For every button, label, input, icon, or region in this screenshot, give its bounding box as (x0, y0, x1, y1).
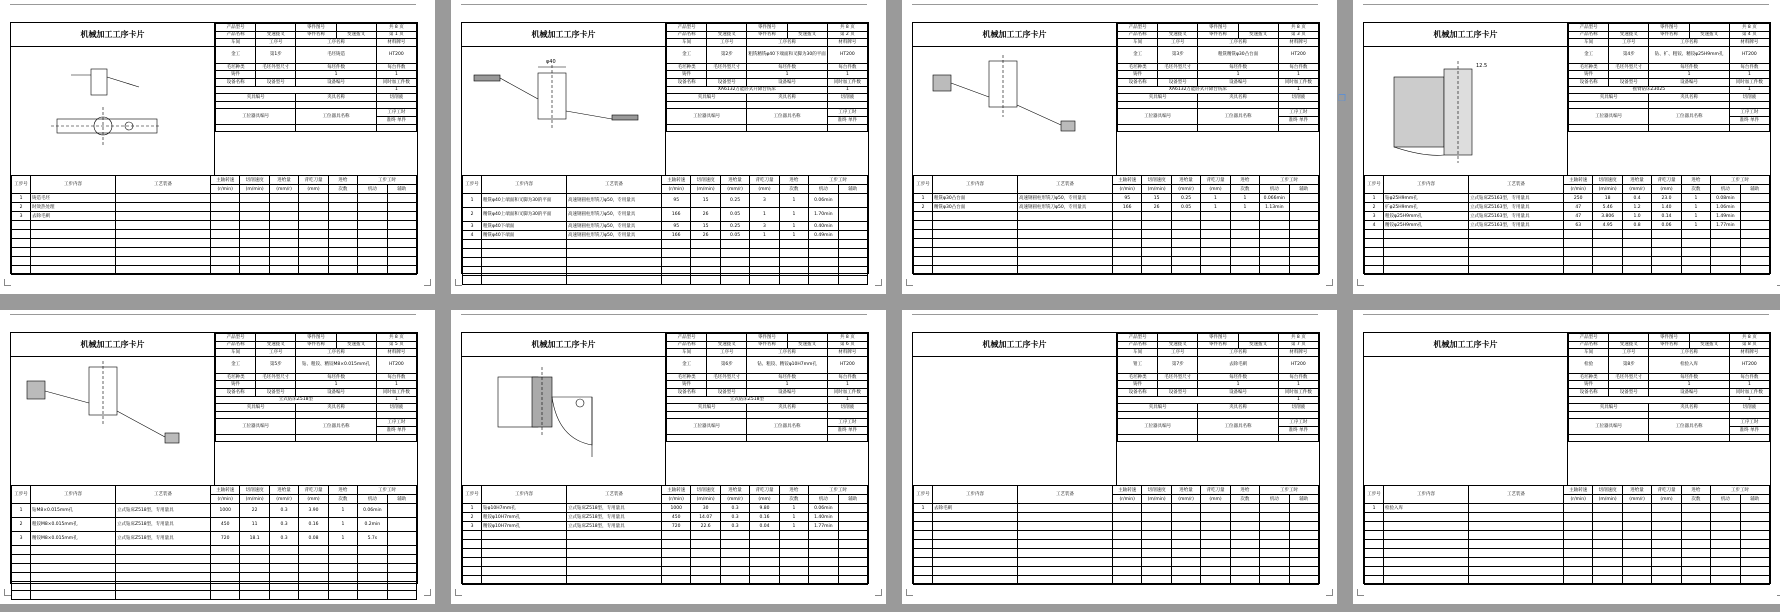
header-table: 产品型号 零件图号 共 8 页 产品名称 变速拨叉 零件名称 变速拨叉 第 1 页 车间 工序号 工序名称 材料牌号 金工 第1步 毛坯铸造 HT200 毛坯种类 毛坯外型尺寸 每坯件数 每台件数 铸件 1 1 设备名称 设备型号 设备编号 同时加工件数 1 夹具编号 夹具名称 切削液 工位器具编号 工位器具名称 工序工时 准终 单件 (215, 23, 417, 175)
step-row-empty (1365, 567, 1770, 576)
cell-equipment: XA6132万能卧式升降台铣床 (1118, 86, 1279, 94)
header-table: 产品型号 零件图号 共 8 页 产品名称 变速拨叉 零件名称 变速拨叉 第 3 页 车间 工序号 工序名称 材料牌号 金工 第3步 粗铣精铣φ30凸台面 HT200 毛坯种类 毛坯外型尺寸 每坯件数 每台件数 铸件 1 1 设备名称 设备型号 设备编号 同时加工件数 XA6132万能卧式升降台铣床 1 夹具编号 夹具名称 切削液 工位器具编号 工位器具名称 工序工时 准终 单件 (1117, 23, 1319, 175)
cell-total-pages: 共 8 页 (1729, 24, 1769, 32)
step-row-empty (463, 249, 868, 258)
comment-icon[interactable]: ❐ (1338, 94, 1347, 104)
step-row-empty (914, 531, 1319, 540)
step-row-empty (914, 248, 1319, 257)
step-row-empty (12, 582, 417, 591)
process-card (1363, 22, 1771, 274)
step-row-empty (914, 558, 1319, 567)
card-title: 机械加工工序卡片 (462, 23, 666, 47)
step-row-empty (12, 221, 417, 230)
cell-total-pages: 共 8 页 (376, 334, 416, 342)
step-row-empty (12, 248, 417, 257)
step-row-empty (1365, 531, 1770, 540)
header-table: 产品型号 零件图号 共 8 页 产品名称 变速拨叉 零件名称 变速拨叉 第 5 页 车间 工序号 工序名称 材料牌号 金工 第5步 钻、粗铰、精铰M8×0.015mm孔 HT200 毛坯种类 毛坯外型尺寸 每坯件数 每台件数 铸件 1 1 设备名称 设备型号 设备编号 同时加工件数 立式钻床Z518型 1 夹具编号 夹具名称 切削液 工位器具编号 工位器具名称 工序工时 准终 单件 (215, 333, 417, 485)
cell-total-pages: 共 8 页 (827, 24, 867, 32)
header-table: 产品型号 零件图号 共 8 页 产品名称 变速拨叉 零件名称 变速拨叉 第 6 页 车间 工序号 工序名称 材料牌号 金工 第6步 钻、粗铰、精铰φ10H7mm孔 HT200 毛坯种类 毛坯外型尺寸 每坯件数 每台件数 铸件 1 1 设备名称 设备型号 设备编号 同时加工件数 立式钻床Z518型 1 夹具编号 夹具名称 切削液 工位器具编号 工位器具名称 工序工时 准终 单件 (666, 333, 868, 485)
step-row-empty (1365, 522, 1770, 531)
cell-product-type: 产品型号 (1569, 334, 1609, 342)
card-title: 机械加工工序卡片 (1364, 23, 1568, 47)
process-card (912, 332, 1320, 584)
part-drawing (913, 47, 1117, 175)
step-row-empty (1365, 248, 1770, 257)
cell-part-drawing-no: 零件图号 (1649, 24, 1689, 32)
steps-table: 工步号 工步内容 工艺装备 主轴转速 切削速度 进给量 背吃刀量 进给 工步工时 (r/min) (m/min) (mm/r) (mm) 次数 机动 辅助 1 钻φ25H9mm孔 立式钻床Z5163型，专用量具 250 18 0.4 23.0 1 0.08min 2 扩φ25H9mm孔 立式钻床Z5163型，专用量具 47 5.46 1.2 1.40 1 1.06min 3 粗铰φ25H9mm孔 立式钻床Z5163型，专用量具 47 3.806 1.0 0.14 1 1.49min 4 精铰φ25H9mm孔 立式钻床Z5163型，专用量具 63 4.95 0.8 0.06 1 1.77min (1364, 175, 1770, 275)
step-row-empty (1365, 230, 1770, 239)
page-header-line (10, 314, 416, 315)
cell-op-name: 粗铣精铣φ30凸台面 (1198, 46, 1278, 63)
step-row: 2 粗铰φ10H7mm孔 立式钻床Z518型，专用量具 450 14.07 0.3 0.16 1 1.40min (463, 513, 868, 522)
part-drawing (462, 47, 666, 175)
step-row: 3 粗铣φ40下端面 高速钢圆柱形铣刀φ50，专用量具 95 15 0.25 3 1 0.40min (463, 222, 868, 231)
cell-part-drawing-no: 零件图号 (1198, 334, 1238, 342)
steps-table: 工步号 工步内容 工艺装备 主轴转速 切削速度 进给量 背吃刀量 进给 工步工时 (r/min) (m/min) (mm/r) (mm) 次数 机动 辅助 1 钻φ10H7mm孔 立式钻床Z518型，专用量具 1000 30 0.3 9.80 1 0.06min 2 粗铰φ10H7mm孔 立式钻床Z518型，专用量具 450 14.07 0.3 0.16 1 1.40min 3 精铰φ10H7mm孔 立式钻床Z518型，专用量具 720 22.6 0.3 0.04 1 1.77min (462, 485, 868, 585)
cell-page-no: 第 1 页 (376, 31, 416, 39)
step-row-empty (12, 257, 417, 266)
step-row: 1 铸造毛坯 (12, 194, 417, 203)
cell-page-no: 第 2 页 (827, 31, 867, 39)
document-page (1353, 310, 1780, 604)
step-row: 4 精铰φ25H9mm孔 立式钻床Z5163型，专用量具 63 4.95 0.8 0.06 1 1.77min (1365, 221, 1770, 230)
cell-equipment: 摇臂钻床Z3025 (1569, 86, 1730, 94)
part-drawing (462, 357, 666, 485)
step-row-empty (463, 549, 868, 558)
step-row: 2 精铣φ30凸台面 高速钢圆柱形铣刀φ50，专用量具 166 26 0.05 1 1 1.13min (914, 203, 1319, 212)
document-page (451, 0, 886, 294)
step-row: 3 精铰φ10H7mm孔 立式钻床Z518型，专用量具 720 22.6 0.3 0.04 1 1.77min (463, 522, 868, 531)
step-row-empty (1365, 576, 1770, 585)
process-card (10, 332, 418, 584)
step-row-empty (12, 239, 417, 248)
cell-product-type: 产品型号 (667, 24, 707, 32)
step-row-empty (12, 573, 417, 582)
step-row-empty (463, 531, 868, 540)
cell-total-pages: 共 8 页 (1278, 24, 1318, 32)
document-page (902, 310, 1337, 604)
step-row-empty (463, 267, 868, 276)
step-row-empty (1365, 513, 1770, 522)
step-row-empty (1365, 558, 1770, 567)
process-card (10, 22, 418, 274)
step-row-empty (1365, 540, 1770, 549)
step-row-empty (463, 240, 868, 249)
page-header-line (461, 4, 867, 5)
cell-equipment: XA6132万能卧式升降台铣床 (667, 86, 828, 94)
header-table: 产品型号 零件图号 共 8 页 产品名称 变速拨叉 零件名称 变速拨叉 第 4 页 车间 工序号 工序名称 材料牌号 金工 第4步 钻、扩、粗铰、精铰φ25H9mm孔 HT200 毛坯种类 毛坯外型尺寸 每坯件数 每台件数 铸件 1 1 设备名称 设备型号 设备编号 同时加工件数 摇臂钻床Z3025 1 夹具编号 夹具名称 切削液 工位器具编号 工位器具名称 工序工时 准终 单件 (1568, 23, 1770, 175)
step-row: 1 钻M8×0.015mm孔 立式钻床Z518型，专用量具 1000 22 0.3 3.90 1 0.06min (12, 504, 417, 518)
cell-product-type: 产品型号 (1118, 334, 1158, 342)
cell-part-drawing-no: 零件图号 (296, 334, 336, 342)
cell-op-name: 检验入库 (1649, 356, 1729, 373)
document-page (902, 0, 1337, 294)
cell-product-type: 产品型号 (1569, 24, 1609, 32)
header-table: 产品型号 零件图号 共 8 页 产品名称 变速拨叉 零件名称 变速拨叉 第 2 页 车间 工序号 工序名称 材料牌号 金工 第2步 粗铣精铣φ40下端面和叉脚为30的平面 HT200 毛坯种类 毛坯外型尺寸 每坯件数 每台件数 铸件 1 1 设备名称 设备型号 设备编号 同时加工件数 XA6132万能卧式升降台铣床 1 夹具编号 夹具名称 切削液 工位器具编号 工位器具名称 工序工时 准终 单件 (666, 23, 868, 175)
step-row-empty (914, 513, 1319, 522)
document-page (451, 310, 886, 604)
cell-op-name: 毛坯铸造 (296, 46, 376, 63)
svg-text:φ40: φ40 (546, 59, 556, 65)
step-row: 1 去除毛刺 (914, 504, 1319, 513)
step-row-empty (463, 558, 868, 567)
step-row: 1 检验入库 (1365, 504, 1770, 513)
step-row-empty (914, 257, 1319, 266)
page-header-line (461, 314, 867, 315)
steps-table: 工步号 工步内容 工艺装备 主轴转速 切削速度 进给量 背吃刀量 进给 工步工时 (r/min) (m/min) (mm/r) (mm) 次数 机动 辅助 1 铸造毛坯 2 时效热处理 3 去除毛刺 (11, 175, 417, 275)
step-row: 1 粗铣φ40上端面和叉脚为30的平面 高速钢圆柱形铣刀φ50，专用量具 95 15 0.25 3 1 0.06min (463, 194, 868, 208)
step-row-empty (463, 540, 868, 549)
step-row-empty (12, 564, 417, 573)
steps-table: 工步号 工步内容 工艺装备 主轴转速 切削速度 进给量 背吃刀量 进给 工步工时 (r/min) (m/min) (mm/r) (mm) 次数 机动 辅助 1 去除毛刺 (913, 485, 1319, 585)
step-row: 2 扩φ25H9mm孔 立式钻床Z5163型，专用量具 47 5.46 1.2 1.40 1 1.06min (1365, 203, 1770, 212)
step-row-empty (914, 567, 1319, 576)
cell-page-no: 第 3 页 (1278, 31, 1318, 39)
cell-product-type: 产品型号 (216, 24, 256, 32)
step-row-empty (12, 266, 417, 275)
cell-page-no: 第 6 页 (827, 341, 867, 349)
cell-equipment: 立式钻床Z518型 (216, 396, 377, 404)
step-row: 1 钻φ25H9mm孔 立式钻床Z5163型，专用量具 250 18 0.4 23.0 1 0.08min (1365, 194, 1770, 203)
step-row-empty (463, 567, 868, 576)
cell-page-no: 第 4 页 (1729, 31, 1769, 39)
card-title: 机械加工工序卡片 (913, 333, 1117, 357)
cell-product-type: 产品型号 (216, 334, 256, 342)
step-row-empty (914, 230, 1319, 239)
header-table: 产品型号 零件图号 共 8 页 产品名称 变速拨叉 零件名称 变速拨叉 第 8 页 车间 工序号 工序名称 材料牌号 检验 第8步 检验入库 HT200 毛坯种类 毛坯外型尺寸 每坯件数 每台件数 铸件 1 1 设备名称 设备型号 设备编号 同时加工件数 1 夹具编号 夹具名称 切削液 工位器具编号 工位器具名称 工序工时 准终 单件 (1568, 333, 1770, 485)
cell-op-name: 粗铣精铣φ40下端面和叉脚为30的平面 (747, 46, 827, 63)
step-row-empty (463, 576, 868, 585)
step-row-empty (914, 212, 1319, 221)
page-header-line (1363, 4, 1769, 5)
cell-page-no: 第 5 页 (376, 341, 416, 349)
part-drawing (1364, 47, 1568, 175)
part-drawing (11, 357, 215, 485)
cell-part-drawing-no: 零件图号 (747, 24, 787, 32)
steps-table: 工步号 工步内容 工艺装备 主轴转速 切削速度 进给量 背吃刀量 进给 工步工时 (r/min) (m/min) (mm/r) (mm) 次数 机动 辅助 1 粗铣φ40上端面和叉脚为30的平面 高速钢圆柱形铣刀φ50，专用量具 95 15 0.25 3 1 0.06min 2 精铣φ40上端面和叉脚为30的平面 高速钢圆柱形铣刀φ50，专用量具 166 26 0.05 1 1 1.70min 3 粗铣φ40下端面 高速钢圆柱形铣刀φ50，专用量具 95 15 0.25 3 1 0.40min 4 精铣φ40下端面 高速钢圆柱形铣刀φ50，专用量具 166 26 0.05 1 1 0.49min (462, 175, 868, 285)
step-row-empty (914, 239, 1319, 248)
step-row-empty (914, 221, 1319, 230)
steps-table: 工步号 工步内容 工艺装备 主轴转速 切削速度 进给量 背吃刀量 进给 工步工时 (r/min) (m/min) (mm/r) (mm) 次数 机动 辅助 1 检验入库 (1364, 485, 1770, 585)
cell-part-drawing-no: 零件图号 (1198, 24, 1238, 32)
step-row-empty (914, 549, 1319, 558)
cell-total-pages: 共 8 页 (1729, 334, 1769, 342)
part-drawing (913, 357, 1117, 485)
cell-equipment (1569, 396, 1730, 404)
step-row: 2 精铣φ40上端面和叉脚为30的平面 高速钢圆柱形铣刀φ50，专用量具 166 26 0.05 1 1 1.70min (463, 208, 868, 222)
card-title: 机械加工工序卡片 (1364, 333, 1568, 357)
process-card (461, 332, 869, 584)
step-row-empty (1365, 266, 1770, 275)
cell-page-no: 第 7 页 (1278, 341, 1318, 349)
step-row-empty (914, 522, 1319, 531)
step-row: 2 时效热处理 (12, 203, 417, 212)
cell-op-name: 去除毛刺 (1198, 356, 1278, 373)
cell-op-name: 钻、扩、粗铰、精铰φ25H9mm孔 (1649, 46, 1729, 63)
step-row: 1 钻φ10H7mm孔 立式钻床Z518型，专用量具 1000 30 0.3 9.80 1 0.06min (463, 504, 868, 513)
document-page (0, 310, 435, 604)
step-row-empty (1365, 257, 1770, 266)
cell-equipment (216, 86, 377, 94)
process-card (461, 22, 869, 274)
cell-page-no: 第 8 页 (1729, 341, 1769, 349)
page-header-line (912, 4, 1318, 5)
steps-table: 工步号 工步内容 工艺装备 主轴转速 切削速度 进给量 背吃刀量 进给 工步工时 (r/min) (m/min) (mm/r) (mm) 次数 机动 辅助 1 钻M8×0.015mm孔 立式钻床Z518型，专用量具 1000 22 0.3 3.90 1 0.06min 2 粗铰M8×0.015mm孔 立式钻床Z518型，专用量具 450 11 0.3 0.16 1 0.2min 3 精铰M8×0.015mm孔 立式钻床Z518型，专用量具 720 18.1 0.3 0.08 1 5.7s (11, 485, 417, 600)
cell-op-name: 钻、粗铰、精铰M8×0.015mm孔 (296, 356, 376, 373)
cell-part-drawing-no: 零件图号 (747, 334, 787, 342)
cell-equipment: 立式钻床Z518型 (667, 396, 828, 404)
process-card (1363, 332, 1771, 584)
step-row-empty (914, 266, 1319, 275)
header-table: 产品型号 零件图号 共 8 页 产品名称 变速拨叉 零件名称 变速拨叉 第 7 页 车间 工序号 工序名称 材料牌号 钳工 第7步 去除毛刺 HT200 毛坯种类 毛坯外型尺寸 每坯件数 每台件数 铸件 1 1 设备名称 设备型号 设备编号 同时加工件数 1 夹具编号 夹具名称 切削液 工位器具编号 工位器具名称 工序工时 准终 单件 (1117, 333, 1319, 485)
step-row-empty (914, 576, 1319, 585)
step-row-empty (463, 276, 868, 285)
card-title: 机械加工工序卡片 (11, 333, 215, 357)
card-title: 机械加工工序卡片 (913, 23, 1117, 47)
cell-part-drawing-no: 零件图号 (296, 24, 336, 32)
cell-total-pages: 共 8 页 (376, 24, 416, 32)
page-header-line (10, 4, 416, 5)
step-row-empty (463, 258, 868, 267)
step-row: 3 精铰M8×0.015mm孔 立式钻床Z518型，专用量具 720 18.1 0.3 0.08 1 5.7s (12, 532, 417, 546)
step-row-empty (12, 591, 417, 600)
page-header-line (1363, 314, 1769, 315)
cell-equipment (1118, 396, 1279, 404)
step-row: 3 去除毛刺 (12, 212, 417, 221)
cell-total-pages: 共 8 页 (1278, 334, 1318, 342)
steps-table: 工步号 工步内容 工艺装备 主轴转速 切削速度 进给量 背吃刀量 进给 工步工时 (r/min) (m/min) (mm/r) (mm) 次数 机动 辅助 1 粗铣φ30凸台面 高速钢圆柱形铣刀φ50，专用量具 95 15 0.25 1 1 0.066min 2 精铣φ30凸台面 高速钢圆柱形铣刀φ50，专用量具 166 26 0.05 1 1 1.13min (913, 175, 1319, 275)
cell-part-drawing-no: 零件图号 (1649, 334, 1689, 342)
page-header-line (912, 314, 1318, 315)
cell-product-type: 产品型号 (667, 334, 707, 342)
step-row: 3 粗铰φ25H9mm孔 立式钻床Z5163型，专用量具 47 3.806 1.0 0.14 1 1.49min (1365, 212, 1770, 221)
step-row: 2 粗铰M8×0.015mm孔 立式钻床Z518型，专用量具 450 11 0.3 0.16 1 0.2min (12, 518, 417, 532)
part-drawing (1364, 357, 1568, 485)
card-title: 机械加工工序卡片 (462, 333, 666, 357)
step-row: 4 精铣φ40下端面 高速钢圆柱形铣刀φ50，专用量具 166 26 0.05 1 1 0.49min (463, 231, 868, 240)
cell-op-name: 钻、粗铰、精铰φ10H7mm孔 (747, 356, 827, 373)
part-drawing (11, 47, 215, 175)
step-row-empty (12, 555, 417, 564)
card-title: 机械加工工序卡片 (11, 23, 215, 47)
step-row-empty (914, 540, 1319, 549)
step-row: 1 粗铣φ30凸台面 高速钢圆柱形铣刀φ50，专用量具 95 15 0.25 1 1 0.066min (914, 194, 1319, 203)
svg-text:12.5: 12.5 (1476, 63, 1488, 69)
cell-product-type: 产品型号 (1118, 24, 1158, 32)
step-row-empty (1365, 239, 1770, 248)
document-page (1353, 0, 1780, 294)
document-page (0, 0, 435, 294)
process-card (912, 22, 1320, 274)
step-row-empty (1365, 549, 1770, 558)
step-row-empty (12, 546, 417, 555)
step-row-empty (12, 230, 417, 239)
cell-total-pages: 共 8 页 (827, 334, 867, 342)
